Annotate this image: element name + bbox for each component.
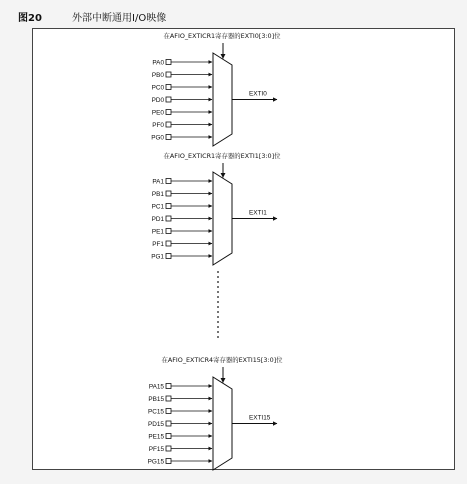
input-pin-label: PB1 (151, 190, 164, 198)
input-pin-box (166, 446, 171, 451)
input-pin-box (166, 459, 171, 464)
output-label: EXTI0 (249, 90, 267, 98)
register-label: 在AFIO_EXTICR4寄存器的EXTI15[3:0]位 (161, 356, 283, 364)
input-pin-label: PF15 (148, 445, 164, 453)
input-pin-label: PC0 (151, 84, 164, 92)
ellipsis-dot (217, 311, 219, 313)
ellipsis-dot (217, 271, 219, 273)
ellipsis-dot (217, 276, 219, 278)
output-label: EXTI15 (249, 414, 271, 422)
register-label: 在AFIO_EXTICR1寄存器的EXTI0[3:0]位 (163, 32, 281, 40)
ellipsis-dot (217, 281, 219, 283)
output-label: EXTI1 (249, 209, 267, 217)
input-pin-box (166, 229, 171, 234)
ellipsis-dot (217, 301, 219, 303)
input-pin-box (166, 72, 171, 77)
input-pin-label: PA15 (148, 383, 164, 391)
ellipsis-dot (217, 331, 219, 333)
input-pin-box (166, 409, 171, 414)
multiplexer (213, 53, 232, 146)
input-pin-box (166, 191, 171, 196)
input-pin-box (166, 254, 171, 259)
input-pin-label: PB15 (148, 395, 164, 403)
input-pin-label: PE1 (151, 228, 164, 236)
figure-label: 图20 (18, 13, 42, 24)
input-pin-box (166, 135, 171, 140)
input-pin-label: PG1 (151, 253, 164, 261)
input-pin-label: PG15 (147, 458, 164, 466)
input-pin-label: PF0 (152, 121, 164, 129)
input-pin-box (166, 85, 171, 90)
input-pin-label: PG0 (151, 134, 164, 142)
ellipsis-dot (217, 316, 219, 318)
input-pin-box (166, 179, 171, 184)
figure-caption: 外部中断通用I/O映像 (72, 13, 167, 24)
ellipsis-dot (217, 321, 219, 323)
register-label: 在AFIO_EXTICR1寄存器的EXTI1[3:0]位 (163, 152, 281, 160)
input-pin-box (166, 122, 171, 127)
input-pin-box (166, 384, 171, 389)
ellipsis-dot (217, 296, 219, 298)
ellipsis-dot (217, 336, 219, 338)
input-pin-label: PC1 (151, 203, 164, 211)
input-pin-box (166, 434, 171, 439)
input-pin-label: PA1 (152, 178, 164, 186)
input-pin-label: PD1 (151, 215, 164, 223)
multiplexer (213, 377, 232, 470)
input-pin-box (166, 60, 171, 65)
input-pin-box (166, 396, 171, 401)
input-pin-label: PF1 (152, 240, 164, 248)
ellipsis-dot (217, 306, 219, 308)
input-pin-label: PB0 (151, 71, 164, 79)
multiplexer (213, 172, 232, 265)
input-pin-label: PE0 (151, 109, 164, 117)
input-pin-box (166, 216, 171, 221)
input-pin-box (166, 97, 171, 102)
input-pin-box (166, 110, 171, 115)
ellipsis-dot (217, 286, 219, 288)
ellipsis-dot (217, 326, 219, 328)
input-pin-box (166, 204, 171, 209)
input-pin-box (166, 241, 171, 246)
input-pin-label: PD0 (151, 96, 164, 104)
input-pin-box (166, 421, 171, 426)
input-pin-label: PC15 (148, 408, 164, 416)
input-pin-label: PD15 (148, 420, 164, 428)
ellipsis-dot (217, 291, 219, 293)
input-pin-label: PA0 (152, 59, 164, 67)
input-pin-label: PE15 (148, 433, 164, 441)
